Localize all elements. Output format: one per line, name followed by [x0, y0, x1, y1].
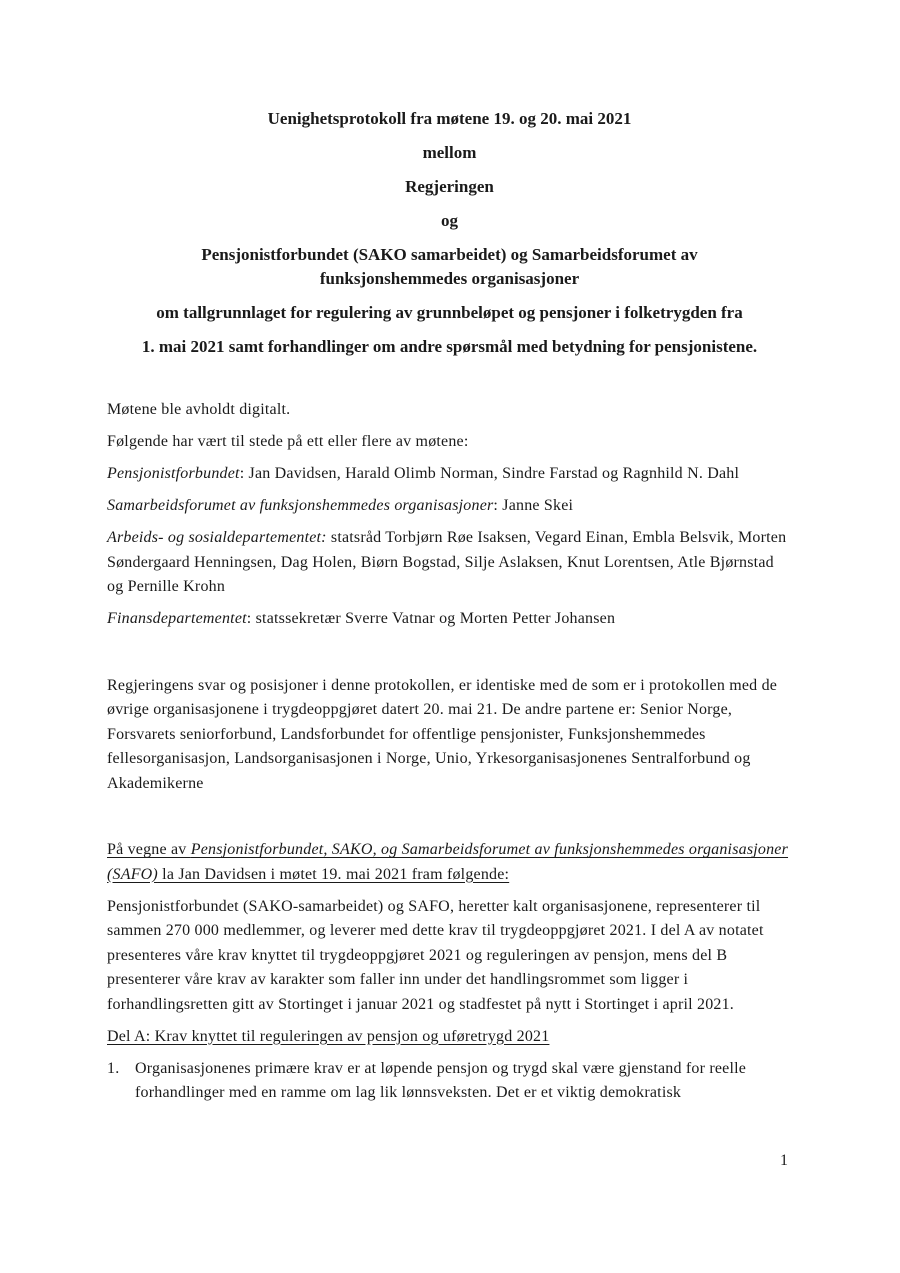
paragraph-on-behalf [107, 838, 792, 887]
title-line-subject-2: 1. mai 2021 samt forhandlinger om andre spørsmål med betydning for pensjonistene. [141, 337, 758, 356]
list-item-marker: 1. [107, 1059, 120, 1077]
title-line-regjeringen: Regjeringen [405, 177, 494, 196]
on-behalf-orgs: Pensjonistforbundet, SAKO, og Samarbeidsforumet av funksjonshemmedes organisasjoner (SAFO) [107, 841, 789, 883]
on-behalf-prefix: På vegne av [107, 841, 191, 858]
attendee-names: : Jan Davidsen, Harald Olimb Norman, Sindre Farstad og Ragnhild N. Dahl [239, 465, 740, 482]
attendee-org-name: Samarbeidsforumet av funksjonshemmedes organisasjoner [107, 497, 494, 514]
attendee-names: : Janne Skei [493, 497, 574, 514]
title-line-mellom: mellom [422, 143, 477, 162]
title-line-subject-1: om tallgrunnlaget for regulering av grunnbeløpet og pensjoner i folketrygden fra [156, 303, 743, 322]
paragraph-regjeringens-svar: Regjeringens svar og posisjoner i denne protokollen, er identiske med de som er i protokollen med de øvrige organisasjonene i trygdeoppgjøret datert 20. mai 21. De andre partene er: Senior Norge, Forsvarets seniorforbund, Landsforbundet for offentlige pensjonister, Funksjonshemmedes fellesorganisasjon, Landsorganisasjonen i Norge, Unio, Yrkesorganisasjonenes Sentralforbund og Akademikerne [107, 676, 778, 792]
attendee-finansdepartementet [107, 607, 792, 632]
paragraph-digital: Møtene ble avholdt digitalt. [107, 401, 291, 418]
attendee-org-name: Finansdepartementet [107, 610, 247, 627]
attendee-org-name: Pensjonistforbundet [107, 465, 240, 482]
title-block [107, 108, 792, 370]
attendee-names: : statssekretær Sverre Vatnar og Morten Petter Johansen [246, 610, 616, 627]
title-line-og: og [441, 211, 458, 230]
list-item-1 [107, 1057, 792, 1106]
attendee-org-name: Arbeids- og sosialdepartementet: [107, 529, 327, 546]
paragraph-attendance-intro: Følgende har vært til stede på ett eller flere av møtene: [107, 433, 469, 450]
title-line-parties-2: funksjonshemmedes organisasjoner [319, 269, 580, 288]
paragraph-krav: Pensjonistforbundet (SAKO-samarbeidet) og SAFO, heretter kalt organisasjonene, representerer til sammen 270 000 medlemmer, og leverer med dette krav til trygdeoppgjøret 2021. I del A av notatet presenteres våre krav knyttet til trygdeoppgjøret 2021 og reguleringen av pensjon, mens del B presenterer våre krav av karakter som faller inn under det handlingsrommet som ligger i forhandlingsretten gitt av Stortinget i januar 2021 og stadfestet på nytt i Stortinget i april 2021. [107, 897, 764, 1013]
page-number: 1 [780, 1152, 788, 1169]
document-body [107, 398, 792, 1113]
document-title: Uenighetsprotokoll fra møtene 19. og 20. mai 2021 [267, 109, 632, 128]
attendee-pensjonistforbundet [107, 462, 792, 487]
attendee-arbeidsdepartementet [107, 526, 792, 600]
section-heading-del-a: Del A: Krav knyttet til reguleringen av pensjon og uføretrygd 2021 [107, 1027, 550, 1045]
on-behalf-suffix: la Jan Davidsen i møtet 19. mai 2021 fram følgende: [157, 865, 510, 883]
attendee-names: statsråd Torbjørn Røe Isaksen, Vegard Einan, Embla Belsvik, Morten Søndergaard Henningsen, Dag Holen, Biørn Bogstad, Silje Aslaksen, Knut Lorentsen, Atle Bjørnstad og Pernille Krohn [107, 529, 787, 595]
title-line-parties-1: Pensjonistforbundet (SAKO samarbeidet) og Samarbeidsforumet av [201, 245, 698, 264]
attendee-samarbeidsforumet [107, 494, 792, 519]
list-item-text: Organisasjonenes primære krav er at løpende pensjon og trygd skal være gjenstand for reelle forhandlinger med en ramme om lag lik lønnsveksten. Det er et viktig demokratisk [135, 1059, 747, 1101]
